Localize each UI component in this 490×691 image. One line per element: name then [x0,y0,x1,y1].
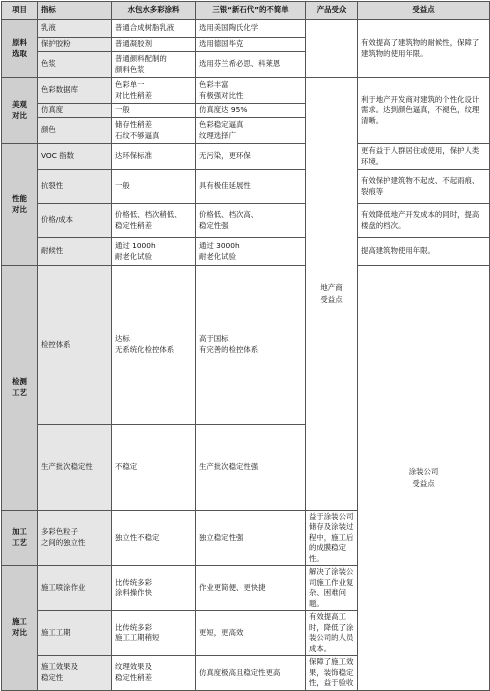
cell-text: 纹理效果及 稳定性稍差 [115,662,152,682]
water-cell [112,52,196,78]
section-processing [2,510,38,566]
sanyin-cell: 具有极佳延展性 [196,170,306,204]
water-cell [112,204,196,238]
benefit-cell: 有效提高工时，降低了涂装公司的人员成本。 [306,611,358,656]
indicator-cell [38,510,112,566]
sanyin-cell: 选用德国毕克 [196,38,306,52]
comparison-table [1,1,490,691]
benefit-cell: 有效降低地产开发成本的同时，提高楼盘的档次。 [358,204,490,238]
header-sanyin: 三银“新石代”的不简单 [196,2,306,20]
benefit-cell: 解决了涂装公司施工作业复杂、困难问题。 [306,566,358,611]
section-label: 检测 工艺 [12,377,27,397]
water-cell: 一般 [112,104,196,118]
audience-developer [306,78,358,511]
benefit-cell: 益于涂装公司储存及涂装过程中，施工后的成膜稳定性。 [306,510,358,566]
indicator-cell: 色浆 [38,52,112,78]
benefit-cell: 利于地产开发商对建筑的个性化设计需求。达到颜色逼真，不褪色，纹理清晰。 [358,78,490,144]
header-audience: 产品受众 [306,2,358,20]
header-indicator: 指标 [38,2,112,20]
section-label: 美观 对比 [12,100,27,120]
sanyin-cell: 更短，更高效 [196,611,306,656]
audience-painter [358,266,490,691]
indicator-cell: 仿真度 [38,104,112,118]
cell-text: 比传统多彩 涂料操作快 [115,577,152,597]
sanyin-cell [196,204,306,238]
indicator-cell: 保护胶粉 [38,38,112,52]
section-label: 施工 对比 [12,617,27,637]
cell-text: 通过 1000h 耐老化试验 [115,241,156,261]
header-row [2,2,490,20]
table-row [2,204,490,238]
sanyin-cell: 选用芬兰希必思、科莱恩 [196,52,306,78]
table-row [2,238,490,266]
table-row [2,78,490,104]
benefit-cell: 保障了施工效果，装饰稳定性，益于验收 [306,656,358,691]
sanyin-cell: 作业更简便、更快捷 [196,566,306,611]
section-testing [2,266,38,511]
section-raw-materials [2,20,38,78]
cell-text: 通过 3000h 耐老化试验 [199,241,240,261]
table-row [2,266,490,425]
cell-text: 施工效果及 稳定性 [41,662,78,682]
water-cell: 普通凝胶剂 [112,38,196,52]
section-construction [2,566,38,691]
cell-text: 高于国标 有完善的检控体系 [199,334,259,354]
audience-blank [306,20,358,78]
water-cell [112,78,196,104]
benefit-cell: 提高建筑物使用年限。 [358,238,490,266]
sanyin-cell [196,78,306,104]
header-benefit: 受益点 [358,2,490,20]
section-label: 加工 工艺 [12,527,27,547]
cell-text: 达标 无系统化检控体系 [115,334,175,354]
table-row [2,144,490,170]
sanyin-cell [196,238,306,266]
cell-text: 色彩丰富 有极强对比性 [199,80,244,100]
sanyin-cell: 仿真度极高且稳定性更高 [196,656,306,691]
water-cell [112,118,196,144]
section-label: 原料 选取 [12,38,27,58]
benefit-cell: 更有益于人群居住或使用，保护人类环境。 [358,144,490,170]
indicator-cell: 生产批次稳定性 [38,424,112,510]
water-cell: 普通合成树脂乳液 [112,20,196,38]
audience-label: 涂装公司 受益点 [408,466,439,488]
cell-text: 多彩色粒子 之间的独立性 [41,527,86,547]
header-project: 项目 [2,2,38,20]
indicator-cell: VOC 指数 [38,144,112,170]
indicator-cell: 乳液 [38,20,112,38]
cell-text: 储存性稍差 石纹不够逼真 [115,120,160,140]
audience-label: 地产商 受益点 [320,282,343,304]
water-cell [112,566,196,611]
sanyin-cell: 独立稳定性强 [196,510,306,566]
benefit-cell: 有效保护建筑物不起皮、不起雨痕、裂痕等 [358,170,490,204]
indicator-cell: 色彩数据库 [38,78,112,104]
water-cell: 不稳定 [112,424,196,510]
cell-text: 色彩稳定逼真 纹理选择广 [199,120,244,140]
cell-text: 价格低、档次高、 稳定性强 [199,210,259,230]
section-label: 性能 对比 [12,194,27,214]
indicator-cell: 价格/成本 [38,204,112,238]
water-cell [112,611,196,656]
cell-text: 色彩单一 对比性稍差 [115,80,152,100]
section-performance [2,144,38,266]
water-cell: 独立性不稳定 [112,510,196,566]
indicator-cell: 颜色 [38,118,112,144]
sanyin-cell: 选用美国陶氏化学 [196,20,306,38]
indicator-cell: 施工喷涂作业 [38,566,112,611]
water-cell [112,238,196,266]
cell-text: 比传统多彩 施工工期稍短 [115,622,160,642]
water-cell: 达环保标准 [112,144,196,170]
sanyin-cell: 生产批次稳定性强 [196,424,306,510]
benefit-cell: 有效提高了建筑物的耐候性，保障了建筑物的使用年限。 [358,20,490,78]
indicator-cell: 检控体系 [38,266,112,425]
water-cell: 一般 [112,170,196,204]
indicator-cell [38,656,112,691]
sanyin-cell [196,118,306,144]
indicator-cell: 抗裂性 [38,170,112,204]
sanyin-cell [196,266,306,425]
sanyin-cell: 仿真度达 95% [196,104,306,118]
cell-text: 普通颜料配制的 颜料色浆 [115,54,167,74]
section-appearance [2,78,38,144]
table-row [2,20,490,38]
table-row [2,170,490,204]
header-water-in-water: 水包水多彩涂料 [112,2,196,20]
cell-text: 价格低、档次稍低、 稳定性稍差 [115,210,182,230]
water-cell [112,266,196,425]
water-cell [112,656,196,691]
indicator-cell: 施工工期 [38,611,112,656]
indicator-cell: 耐候性 [38,238,112,266]
sanyin-cell: 无污染，更环保 [196,144,306,170]
